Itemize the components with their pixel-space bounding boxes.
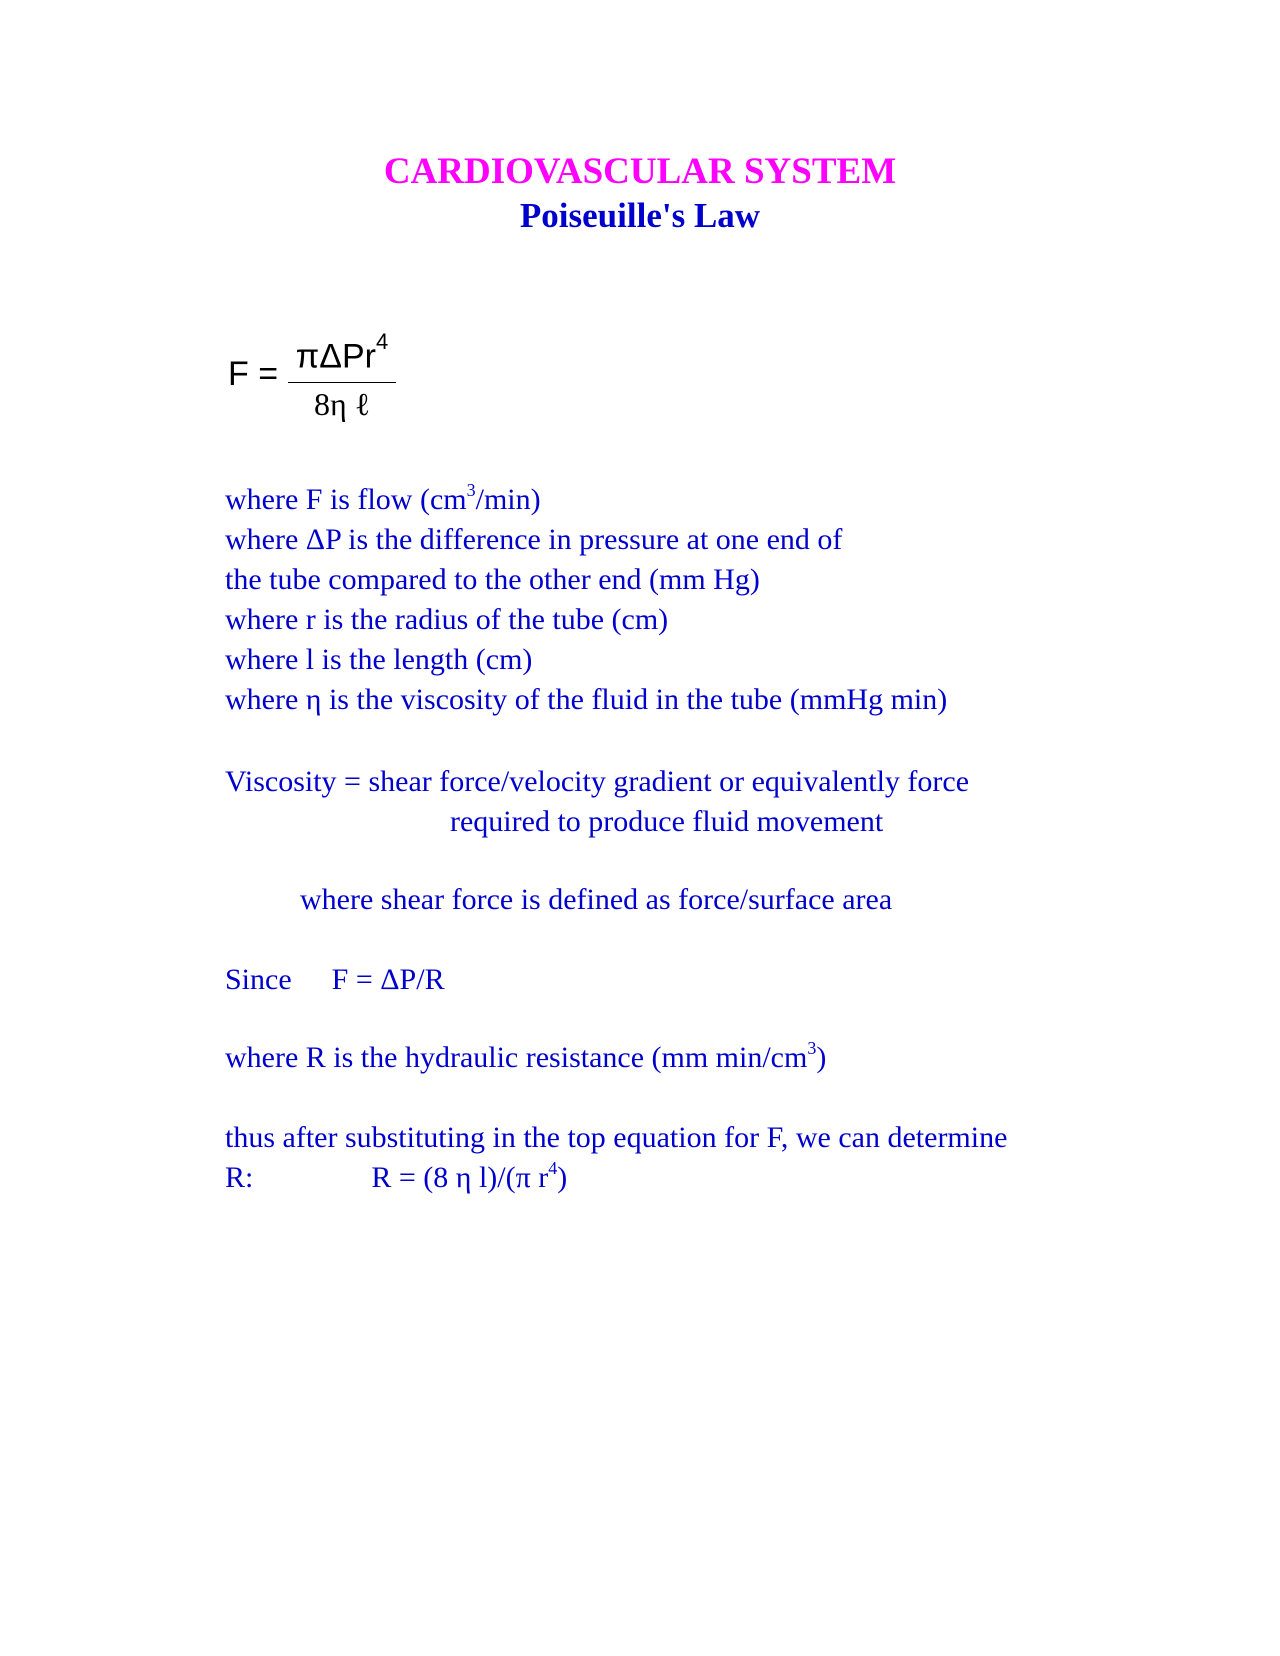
- resistance-derivation: [225, 1118, 1007, 1198]
- derivation-label: R:: [225, 1161, 254, 1194]
- definition-line: [225, 600, 947, 640]
- definition-text: the tube compared to the other end (mm Hg): [225, 563, 760, 596]
- shear-force-definition: where shear force is defined as force/surface area: [300, 883, 893, 916]
- viscosity-line-2: required to produce fluid movement: [450, 805, 884, 838]
- definition-line: [225, 520, 947, 560]
- definition-line: [225, 640, 947, 680]
- since-label: Since: [225, 963, 292, 996]
- definition-line: [225, 560, 947, 600]
- derivation-formula-exponent: 4: [548, 1158, 558, 1178]
- definition-text: where F is flow (cm: [225, 483, 467, 516]
- formula-denominator: 8η ℓ: [313, 386, 371, 422]
- variable-definitions: [225, 480, 947, 720]
- page-title: CARDIOVASCULAR SYSTEM: [383, 151, 897, 192]
- derivation-line-1: thus after substituting in the top equation for F, we can determine: [225, 1121, 1008, 1154]
- page-subtitle: Poiseuille's Law: [519, 196, 761, 235]
- resistance-definition: [225, 1038, 826, 1078]
- formula-lhs: F =: [228, 355, 279, 393]
- resistance-text-after: ): [816, 1041, 827, 1074]
- formula-numerator-text: πΔPr: [295, 337, 376, 376]
- definition-text: where r is the radius of the tube (cm): [225, 603, 669, 636]
- definition-line: [225, 480, 947, 520]
- since-equation: [225, 960, 445, 1000]
- since-formula: F = ΔP/R: [331, 963, 445, 996]
- formula-numerator-exponent: 4: [375, 329, 389, 354]
- definition-text: where ΔP is the difference in pressure at one end of: [225, 523, 843, 556]
- definition-line: [225, 680, 947, 720]
- derivation-formula-after: ): [557, 1161, 568, 1194]
- definition-text: where η is the viscosity of the fluid in the tube (mmHg min): [225, 683, 948, 716]
- definition-text: where l is the length (cm): [225, 643, 533, 676]
- derivation-line-2: [225, 1158, 1007, 1198]
- viscosity-line-1: Viscosity = shear force/velocity gradient or equivalently force: [225, 765, 970, 798]
- resistance-text: where R is the hydraulic resistance (mm min/cm: [225, 1041, 808, 1074]
- formula-numerator: [288, 329, 396, 376]
- poiseuille-formula: [228, 330, 428, 430]
- definition-text-after: /min): [475, 483, 541, 516]
- viscosity-definition: [225, 762, 969, 842]
- derivation-formula: R = (8 η l)/(π r: [371, 1161, 549, 1194]
- definition-superscript: 3: [466, 480, 476, 500]
- resistance-superscript: 3: [807, 1038, 817, 1058]
- fraction-bar: [288, 382, 396, 383]
